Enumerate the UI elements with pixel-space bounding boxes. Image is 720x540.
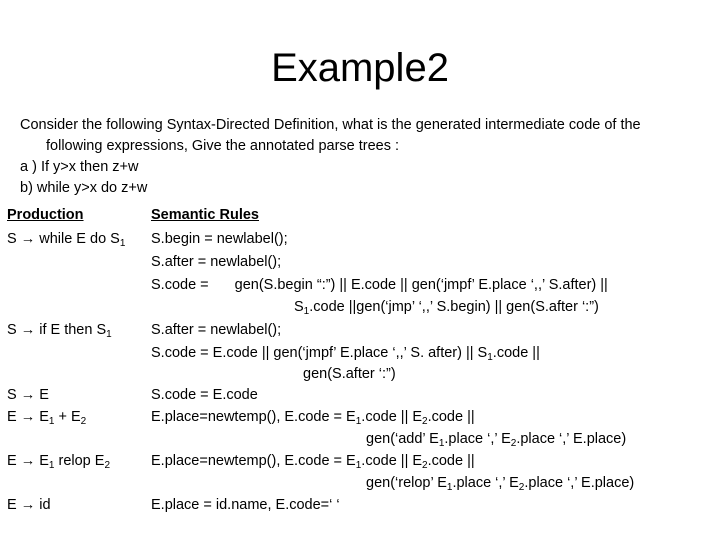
production-relop: $E \to E_1$ relop $E_2$ [7,453,111,471]
expression-a: a ) If y>x then z+w [20,159,139,175]
production-s-e: S → E [7,387,49,403]
expression-b: b) while y>x do z+w [20,180,148,196]
rule-line: E.place=newtemp(), E.code = $E_1.code$ || $E_2.code$ || [151,409,475,427]
semantic-rules-header: Semantic Rules [151,207,259,223]
slide-title: Example2 [271,46,449,90]
production-add: $E \to E_1 + E_2$ [7,409,87,427]
rule-line: S.code = gen(S.begin “:”) || E.code || gen(‘jmpf’ E.place ‘,,’ S.after) || [151,277,608,293]
rule-line: $S_1.code$ ||gen(‘jmp’ ‘,,’ S.begin) || gen(S.after ‘:”) [294,299,599,317]
rule-line: S.code = E.code [151,387,258,403]
statement-line: following expressions, Give the annotated parse trees : [46,138,400,154]
rule-line: gen(S.after ‘:”) [303,366,396,382]
production-id: E → id [7,497,51,513]
rule-line: S.after = newlabel(); [151,322,282,338]
rule-line: E.place = id.name, E.code=‘ ‘ [151,497,340,513]
rule-line: gen(‘relop’ $E_1.place$ ‘,’ $E_2.place$ ‘,’ E.place) [366,475,635,493]
production-header: Production [7,207,84,223]
production-if-then: S → if E then $S_1$ [7,322,112,340]
rule-line: E.place=newtemp(), E.code = $E_1.code$ || $E_2.code$ || [151,453,475,471]
production-while: S → while E do $S_1$ [7,231,126,249]
rule-line: S.code = E.code || gen(‘jmpf’ E.place ‘,,’ S. after) || $S_1.code$ || [151,345,540,363]
statement-line: Consider the following Syntax-Directed Definition, what is the generated intermediate code of the [20,117,641,133]
rule-line: S.begin = newlabel(); [151,231,288,247]
problem-statement [20,115,710,199]
rule-line: S.after = newlabel(); [151,254,282,270]
rule-line: gen(‘add’ $E_1.place$ ‘,’ $E_2.place$ ‘,’ E.place) [366,431,627,449]
